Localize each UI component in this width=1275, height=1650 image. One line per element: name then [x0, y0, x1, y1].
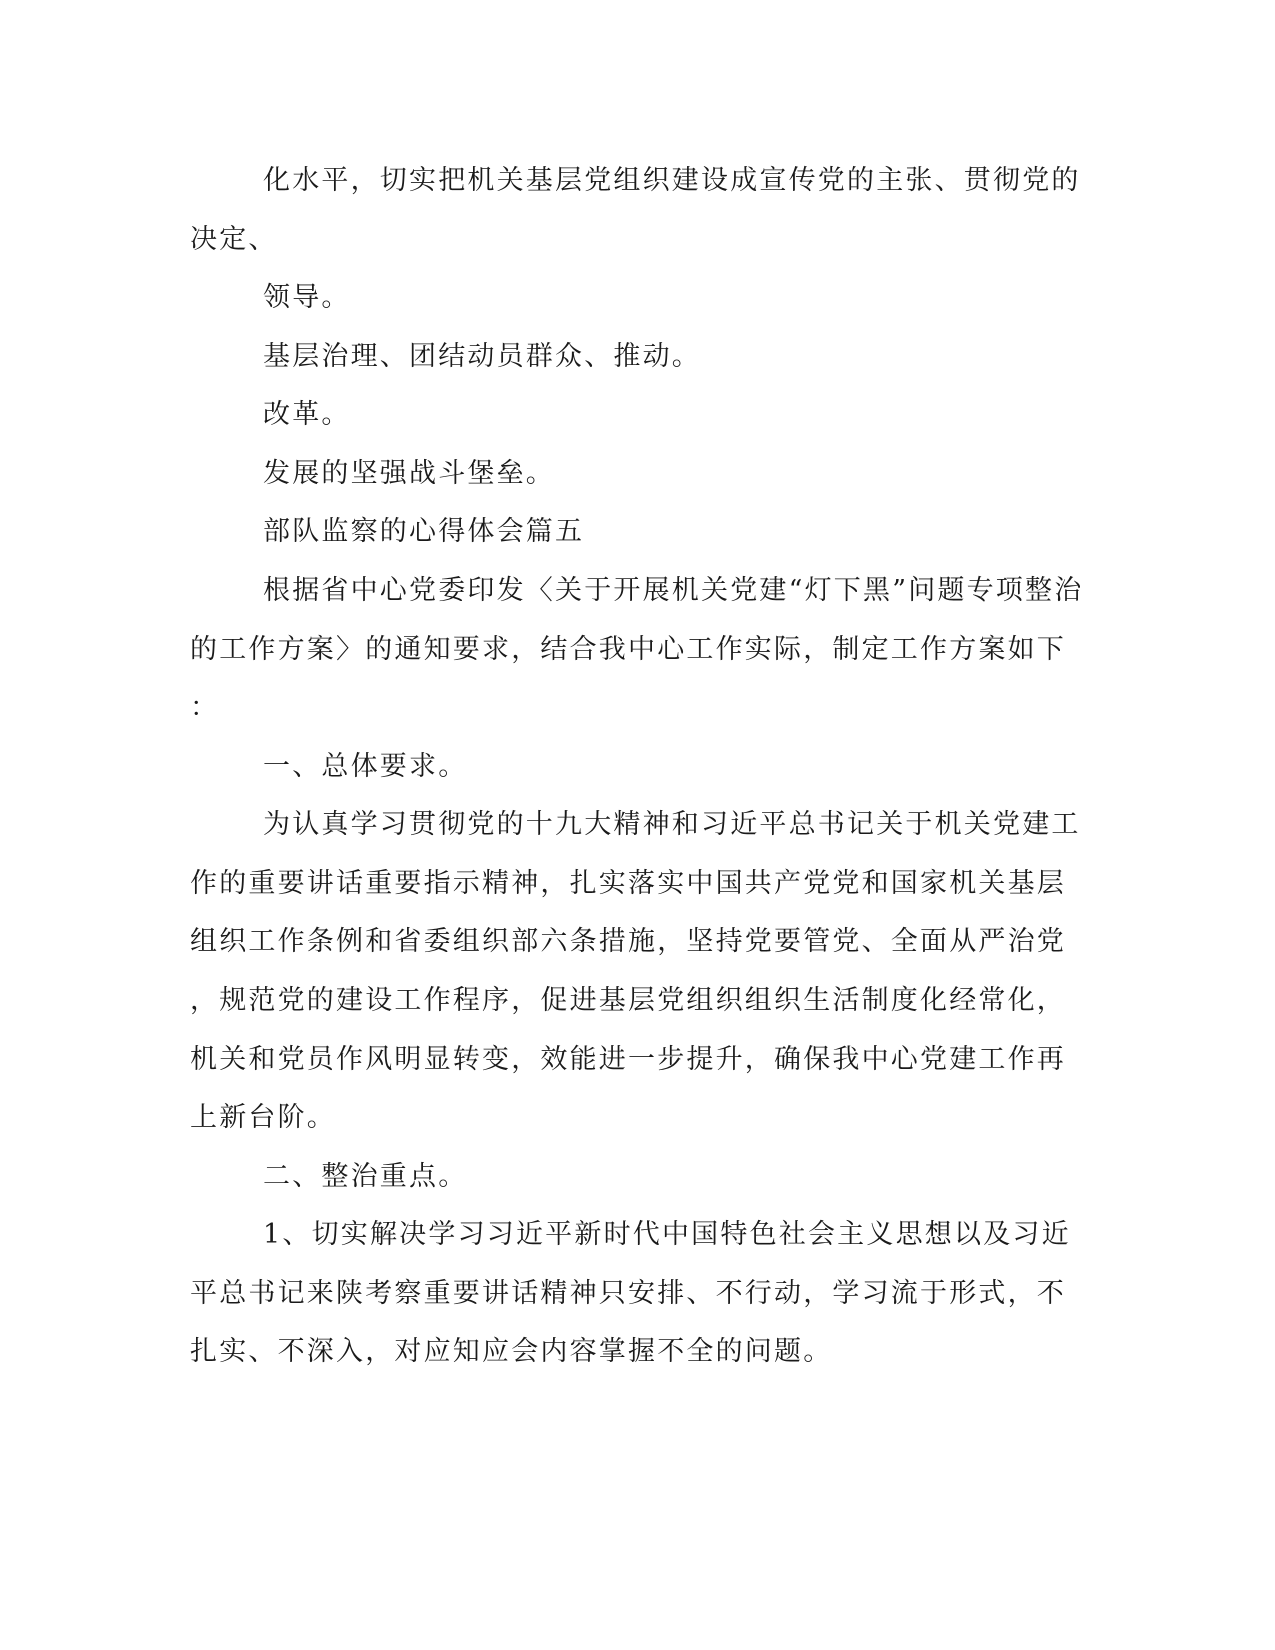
text-line: 为认真学习贯彻党的十九大精神和习近平总书记关于机关党建工 — [263, 809, 1081, 840]
text-line: 上新台阶。 — [190, 1102, 336, 1133]
text-line: 平总书记来陕考察重要讲话精神只安排、不行动，学习流于形式，不 — [190, 1278, 1066, 1309]
section-heading: 部队监察的心得体会篇五 — [263, 516, 585, 547]
text-line: 领导。 — [263, 282, 351, 313]
text-line: 1、切实解决学习习近平新时代中国特色社会主义思想以及习近 — [263, 1219, 1071, 1250]
text-line: 作的重要讲话重要指示精神，扎实落实中国共产党党和国家机关基层 — [190, 868, 1066, 899]
text-line: 扎实、不深入，对应知应会内容掌握不全的问题。 — [190, 1336, 833, 1367]
text-line: 组织工作条例和省委组织部六条措施，坚持党要管党、全面从严治党 — [190, 926, 1066, 957]
text-line: 的工作方案〉的通知要求，结合我中心工作实际，制定工作方案如下 — [190, 634, 1066, 665]
text-line: 二、整治重点。 — [263, 1161, 468, 1192]
text-line: ，规范党的建设工作程序，促进基层党组织组织生活制度化经常化， — [190, 985, 1066, 1016]
text-line: 根据省中心党委印发〈关于开展机关党建“灯下黑”问题专项整治 — [263, 575, 1084, 606]
text-line: 一、总体要求。 — [263, 751, 468, 782]
text-line: 机关和党员作风明显转变，效能进一步提升，确保我中心党建工作再 — [190, 1044, 1066, 1075]
text-line: 基层治理、团结动员群众、推动。 — [263, 341, 701, 372]
text-line: 决定、 — [190, 224, 278, 255]
text-line: 发展的坚强战斗堡垒。 — [263, 458, 555, 489]
text-line: 改革。 — [263, 399, 351, 430]
text-line: ： — [190, 692, 220, 723]
text-line: 化水平，切实把机关基层党组织建设成宣传党的主张、贯彻党的 — [263, 165, 1081, 196]
